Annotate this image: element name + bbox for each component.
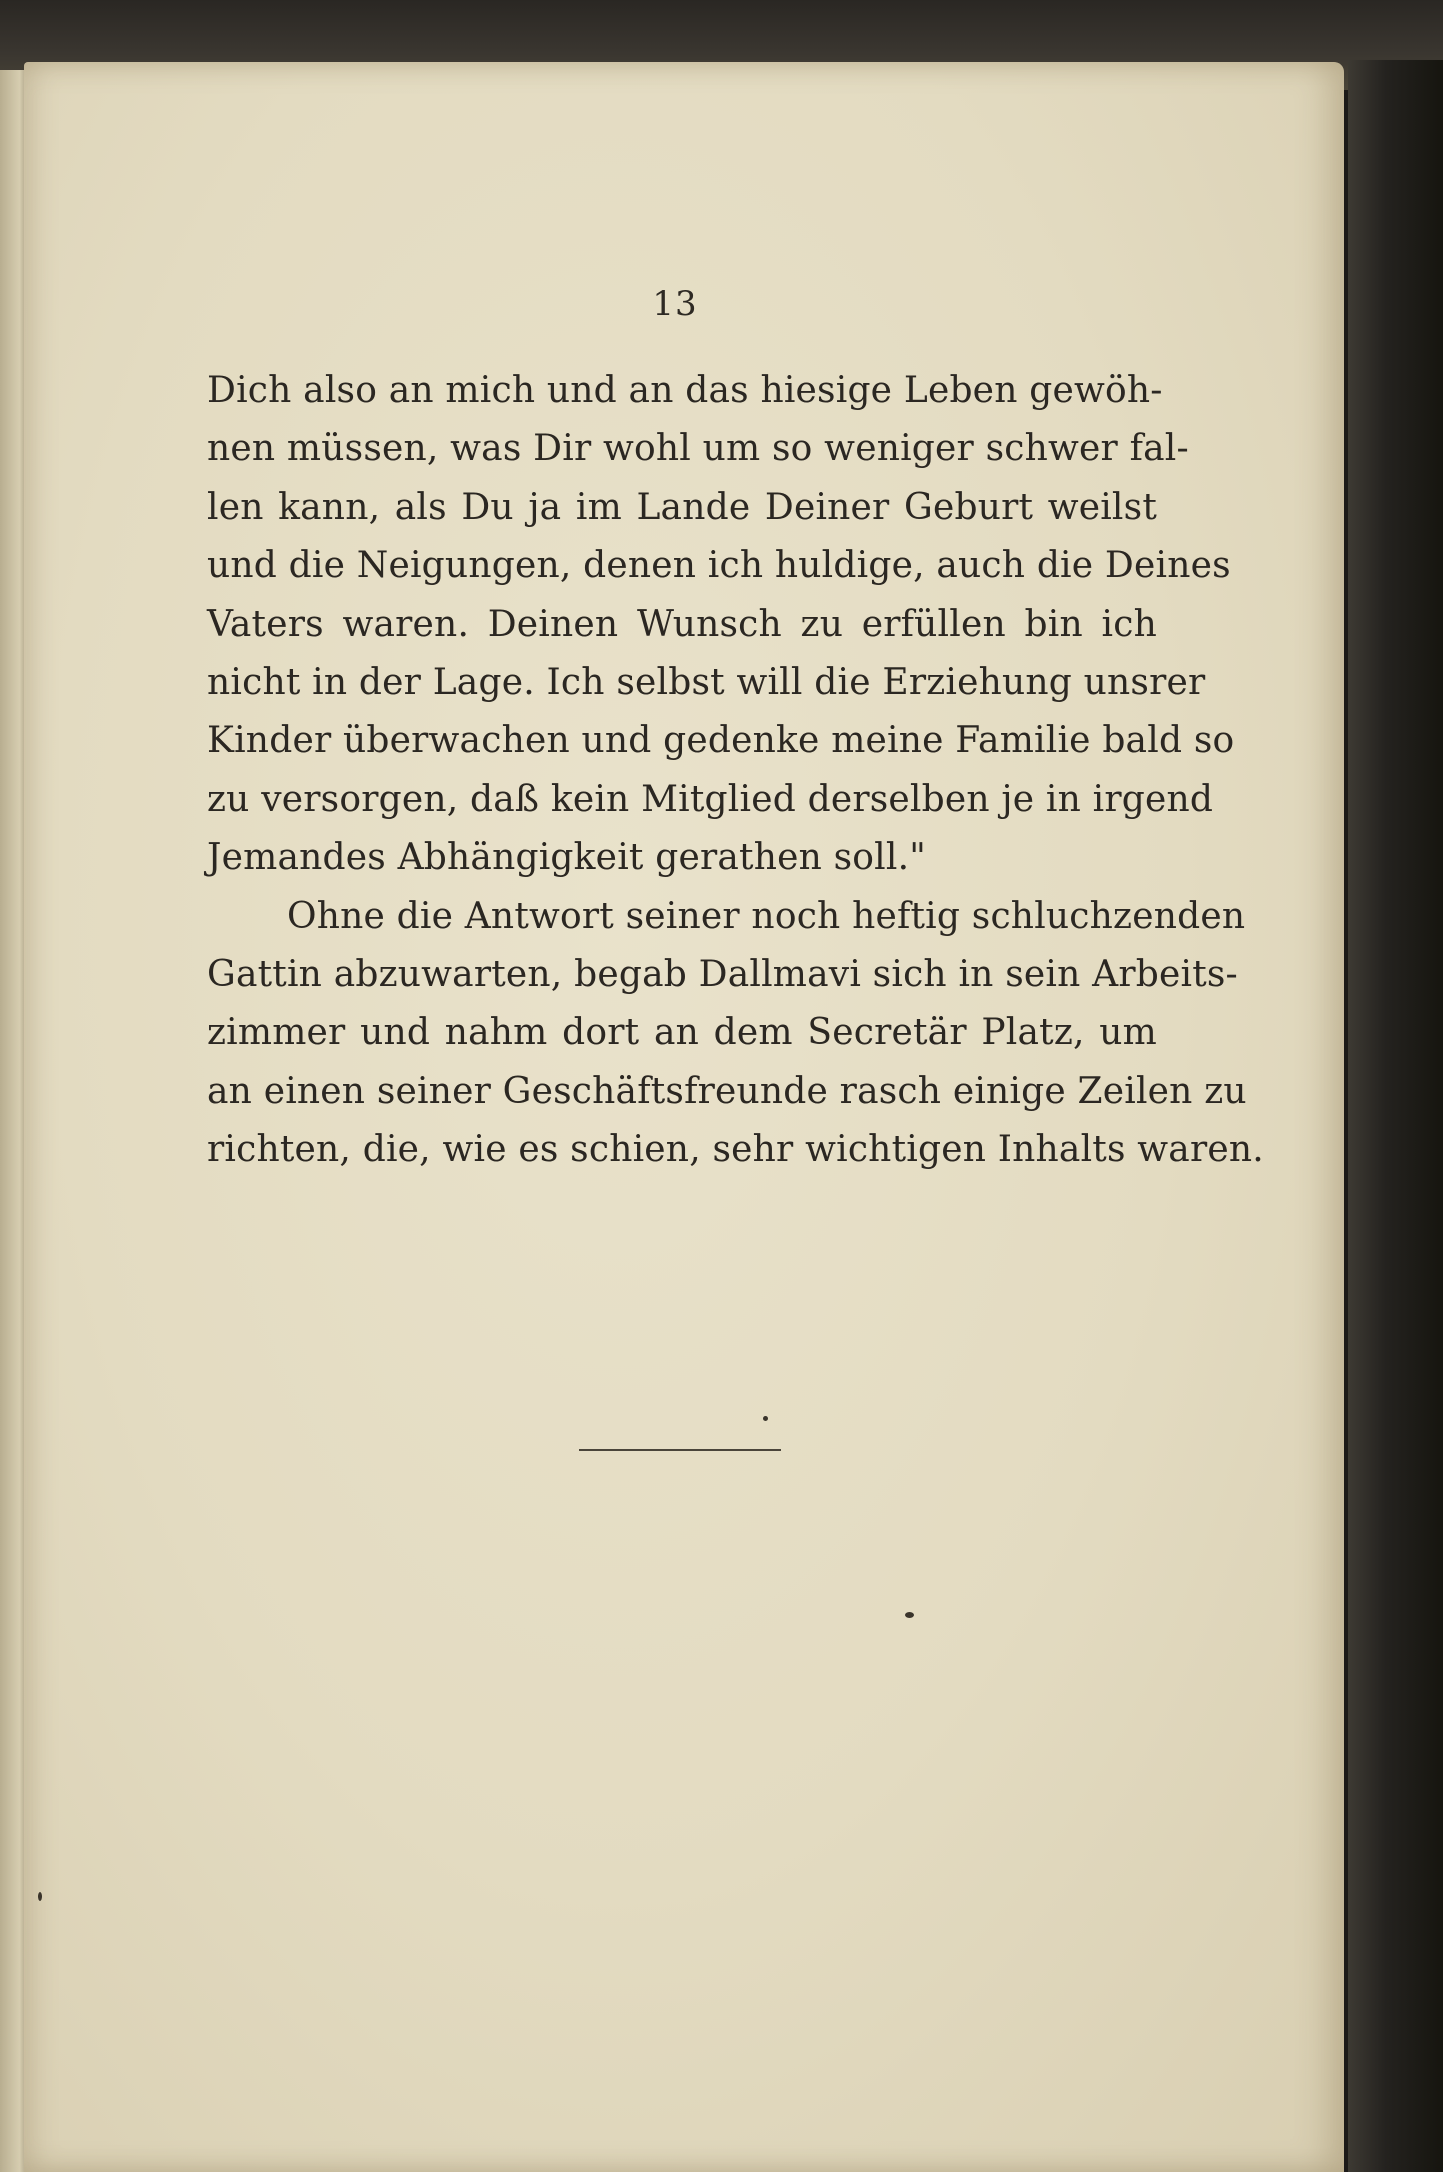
book-binding bbox=[1348, 60, 1443, 2172]
paper-speck bbox=[905, 1612, 914, 1618]
text-line: Gattin abzuwarten, begab Dallmavi sich in sein Arbeits- bbox=[207, 953, 1238, 995]
text-line: Jemandes Abhängigkeit gerathen soll." bbox=[207, 837, 926, 879]
text-line: Kinder überwachen und gedenke meine Familie bald so bbox=[207, 720, 1235, 762]
text-line: len kann, als Du ja im Lande Deiner Geburt weilst bbox=[207, 486, 1157, 528]
page-number: 13 bbox=[652, 284, 698, 324]
text-line: richten, die, wie es schien, sehr wichtigen Inhalts waren. bbox=[207, 1129, 1264, 1171]
paper-speck bbox=[38, 1892, 42, 1901]
text-line: nen müssen, was Dir wohl um so weniger schwer fal- bbox=[207, 428, 1189, 470]
text-line: nicht in der Lage. Ich selbst will die Erziehung unsrer bbox=[207, 661, 1206, 703]
end-of-chapter-rule bbox=[579, 1449, 781, 1451]
text-line: an einen seiner Geschäftsfreunde rasch einige Zeilen zu bbox=[207, 1070, 1247, 1112]
text-line: zimmer und nahm dort an dem Secretär Platz, um bbox=[207, 1012, 1157, 1054]
paper-speck bbox=[763, 1416, 768, 1421]
text-line: Vaters waren. Deinen Wunsch zu erfüllen bin ich bbox=[207, 603, 1157, 645]
text-line: Ohne die Antwort seiner noch heftig schluchzenden bbox=[287, 895, 1246, 937]
page-sheet bbox=[24, 62, 1344, 2172]
body-text bbox=[207, 362, 1264, 1179]
text-line: und die Neigungen, denen ich huldige, auch die Deines bbox=[207, 545, 1231, 587]
text-line: Dich also an mich und an das hiesige Leben gewöh- bbox=[207, 370, 1163, 411]
text-line: zu versorgen, daß kein Mitglied derselben je in irgend bbox=[207, 778, 1214, 820]
